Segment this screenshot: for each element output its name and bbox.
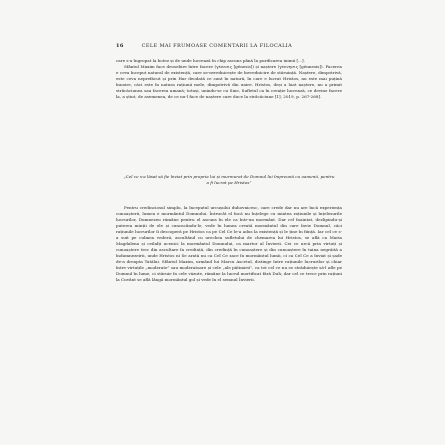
body-text-block	[116, 205, 342, 283]
section-epigraph	[122, 174, 336, 186]
running-header	[116, 43, 348, 49]
paragraph: Sfântul Maxim face deosebire între facere (γένεσις [génesis]) și naștere (γέννησις [génnesis]). Facerea e ceva început natural de existență, care se-nvrednicește de învrednicire de stăruință. Naștere, dimpotrivă, este ceva neprefăcut și prin Har deodată ce sunt în natură, în care e lucrat Hristos, nu este mai puțină înnoire, căci este în natura rațiunii mele, dimpotrivă din unire. Hristos, deși a luat naștere, nu a primit strâcăciunea sau facerea umană; totuși, unindu-se cu Sine, Sufletul ca în creație lucrează, ce devine facere la, a știut, de asemenea, de ce nu-l face de naștere care duce la strâcăciune [1], 2019, p. 267-268].	[116, 64, 342, 99]
paragraph: Pentru credinciosul simplu, la începutul urcușului duhovnicesc, care crede dar nu are încă experiența cunoașterii, lumea e mormântul Domnului. Întrucât el încă nu înțelege cu mintea rațiunile și înțelesurile lucrurilor, Dumnezeu rămâne pentru el ascuns în ele ca într-un mormânt. Dar cel înaintat, dezlipindu-și puterea minții de ele și cunoscându-le, vede în lumea creată mormântul din care învie Domnul, căci rațiunile lucrurilor îi descoperă pe Hristos ca pe Cel Ce le-a adus la existență și le ține în ființă. Iar cel ce s-a suit pe culmea vederii, ascultând cu urechea sufletului de chemarea lui Hristos, se află ca Maria Magdalena și ceilalți ucenici la mormântul Domnului, ca martor al Învierii. Cei ce urcă prin virtuți și cunoaștere trec din ascultare în credință, din credință în cunoaștere și din cunoaștere în taina negrăită a îndumnezeirii, unde Hristos ni Se arată nu ca Cel Ce zace în mormântul lumii, ci ca Cel Ce a înviat și șade de-a dreapta Tatălui. Sfântul Maxim, urmând lui Marcu Ascetul, distinge între rațiunile lucrurilor și chiar între virtuțile „moderate” sau moderatoare și cele „ale pătimirii”, ca tot cel ce nu se străduiește să-l afle pe Domnul în lume, ci stăruie în cele văzute, rămâne la lucrul mortificat fără Duh; dar cel ce trece prin rațiuni la Cuvânt se află lângă mormântul gol și vede în el semnul Învierii.	[116, 205, 342, 282]
page-number: 16	[116, 43, 124, 49]
paragraph: care s-a îngropat la botez și de unde lucrează în chip ascuns până la purificarea inimii [...].	[116, 58, 305, 63]
running-title: CELE MAI FRUMOASE COMENTARII LA FILOCALIA	[141, 43, 293, 49]
epigraph-text: „Cel ce s-a lăsat să fie înviat prin propria lui și murmurat de Domnul lui împreună cu oamenii, pentru a fi lucrat pe Hristos”	[123, 174, 335, 185]
top-text-block	[116, 58, 342, 100]
